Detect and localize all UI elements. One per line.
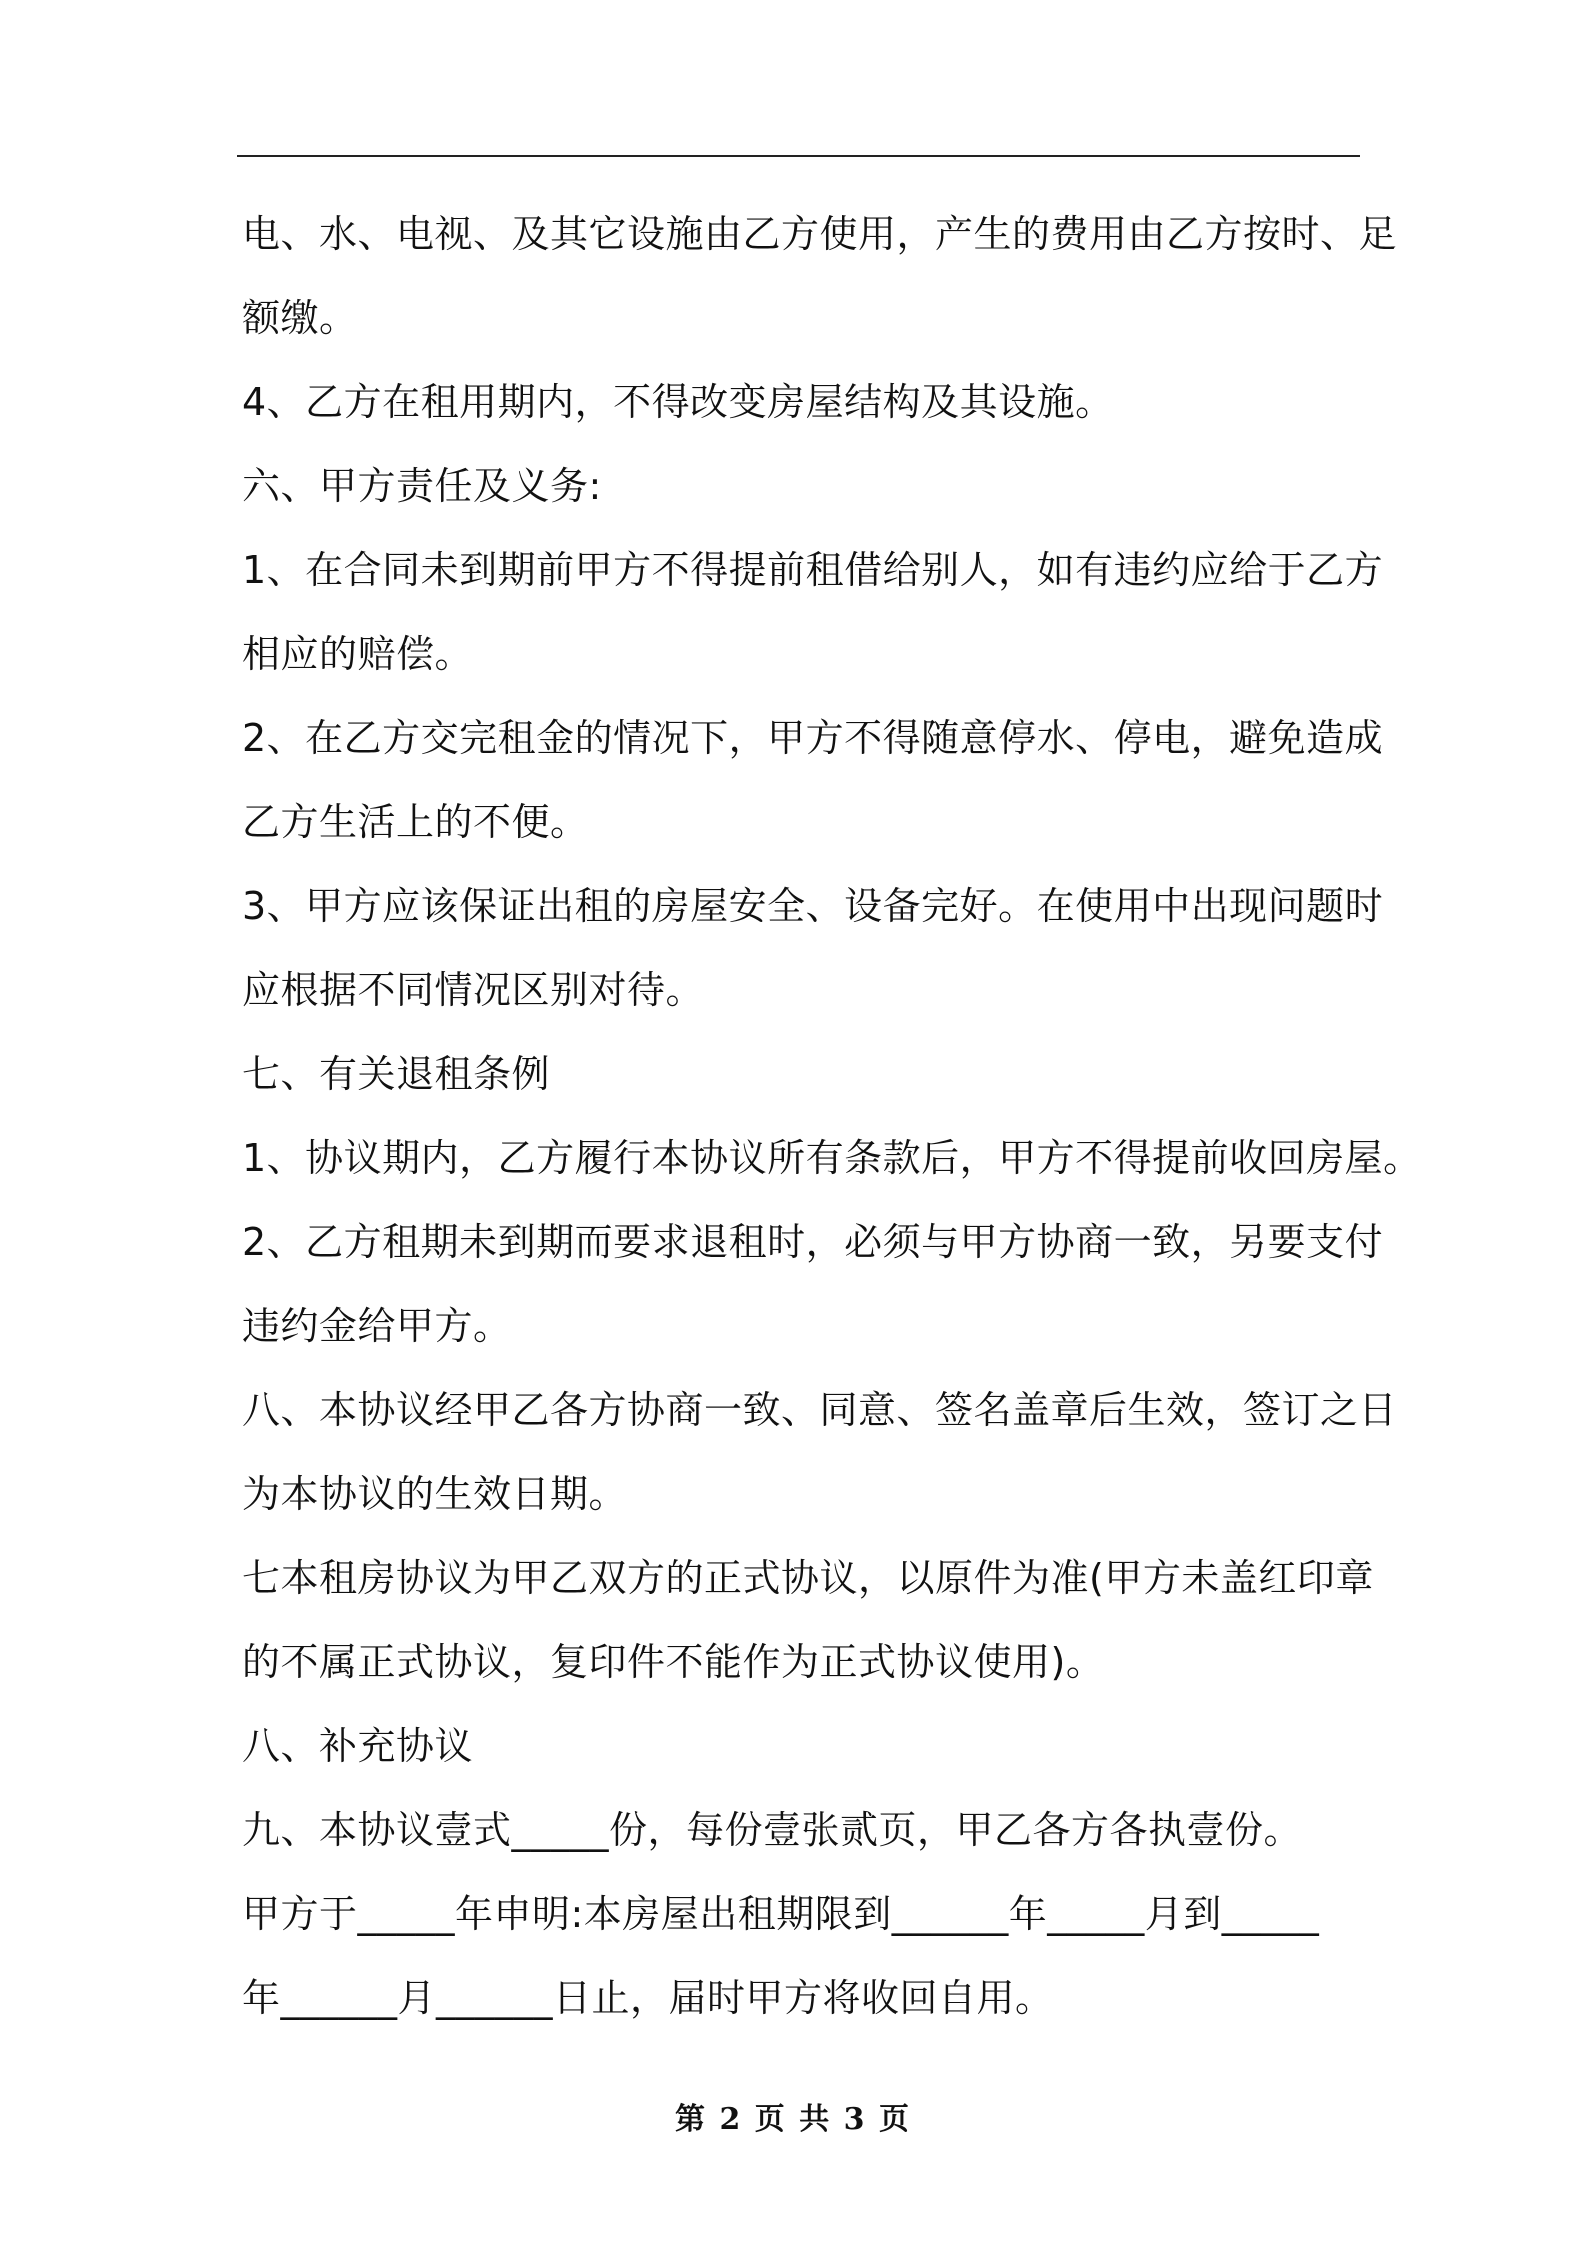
text-line: 的不属正式协议，复印件不能作为正式协议使用)。 xyxy=(242,1640,1105,1684)
text-line: 电、水、电视、及其它设施由乙方使用，产生的费用由乙方按时、足 xyxy=(242,212,1398,256)
section-heading: 八、补充协议 xyxy=(242,1724,474,1768)
text-line: 4、乙方在租用期内，不得改变房屋结构及其设施。 xyxy=(242,380,1114,424)
text-line: 九、本协议壹式_____份，每份壹张贰页，甲乙各方各执壹份。 xyxy=(242,1808,1303,1852)
text-line: 1、在合同未到期前甲方不得提前租借给别人，如有违约应给于乙方 xyxy=(242,548,1384,592)
text-line: 七本租房协议为甲乙双方的正式协议，以原件为准(甲方未盖红印章 xyxy=(242,1556,1374,1600)
document-body xyxy=(242,192,1422,2040)
text-line: 应根据不同情况区别对待。 xyxy=(242,968,705,1012)
text-line: 1、协议期内，乙方履行本协议所有条款后，甲方不得提前收回房屋。 xyxy=(242,1136,1422,1180)
header-rule xyxy=(237,155,1360,157)
text-line: 乙方生活上的不便。 xyxy=(242,800,589,844)
text-line: 为本协议的生效日期。 xyxy=(242,1472,628,1516)
text-line: 甲方于_____年申明:本房屋出租期限到______年_____月到_____ xyxy=(242,1892,1320,1936)
text-line: 3、甲方应该保证出租的房屋安全、设备完好。在使用中出现问题时 xyxy=(242,884,1384,928)
text-line: 相应的赔偿。 xyxy=(242,632,474,676)
section-heading: 七、有关退租条例 xyxy=(242,1052,551,1096)
section-heading: 六、甲方责任及义务: xyxy=(242,464,602,508)
text-line: 八、本协议经甲乙各方协商一致、同意、签名盖章后生效，签订之日 xyxy=(242,1388,1398,1432)
page-number: 第 2 页 共 3 页 xyxy=(675,2102,911,2137)
text-line: 2、乙方租期未到期而要求退租时，必须与甲方协商一致，另要支付 xyxy=(242,1220,1384,1264)
text-line: 额缴。 xyxy=(242,296,358,340)
text-line: 年______月______日止，届时甲方将收回自用。 xyxy=(242,1976,1054,2020)
text-line: 违约金给甲方。 xyxy=(242,1304,512,1348)
text-line: 2、在乙方交完租金的情况下，甲方不得随意停水、停电，避免造成 xyxy=(242,716,1384,760)
